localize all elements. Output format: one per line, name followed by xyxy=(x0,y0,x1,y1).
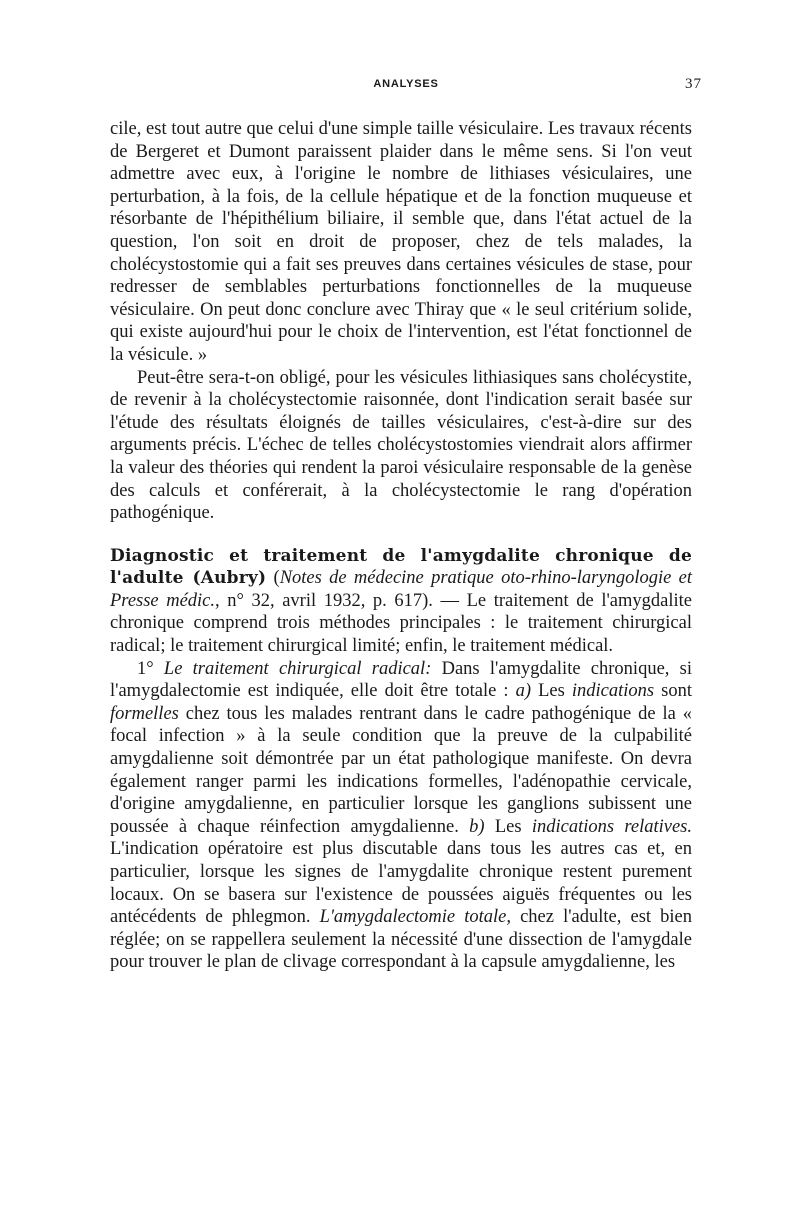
subsection-heading: Le traitement chirurgical radical: xyxy=(163,658,432,679)
article-title: Diagnostic et traitement de l'amygdalite chronique de l'adulte (Aubry) xyxy=(110,545,692,589)
text-fragment: L'indication opératoire est plus discutable dans tous les autres cas et, en particulier, lorsque les signes de l'amygdalite chronique restent purement locaux. On se basera sur l'existence de poussées aiguës fréquentes ou les antécédents de phlegmon. xyxy=(110,839,692,928)
emphasis-indications: indications xyxy=(571,681,655,702)
text-fragment: ( xyxy=(273,568,280,589)
emphasis-relatives: indications relatives. xyxy=(531,816,692,837)
emphasis-formelles: formelles xyxy=(110,703,179,724)
article-body xyxy=(110,118,692,974)
page-number: 37 xyxy=(685,76,702,92)
text-fragment: chez l'adulte, est bien réglée; on se rappellera seulement la nécessité d'une dissection de l'amygdale pour trouver le plan de clivage correspondant à la capsule amygdalienne, les xyxy=(110,907,692,973)
enum-label-b: b) xyxy=(469,816,485,837)
running-title: ANALYSES xyxy=(373,78,439,90)
paragraph-cholecystectomy: Peut-être sera-t-on obligé, pour les vésicules lithiasiques sans cholécystite, de revenir à la cholécystectomie raisonnée, dont l'indication serait basée sur l'étude des résultats éloignés de tailles vésiculaires, c'est-à-dire sur des arguments précis. L'échec de telles cholécystostomies viendrait alors affirmer la valeur des théories qui rendent la paroi vésiculaire responsable de la genèse des calculs et conférerait, à la cholécystectomie le rang d'opération pathogénique. xyxy=(110,367,692,524)
text-fragment: , n° 32, avril 1932, p. 617). — Le traitement de l'amygdalite chronique comprend trois méthodes principales : le traitement chirurgical radical; le traitement chirurgical limité; enfin, le traitement médical. xyxy=(110,590,693,657)
list-number: 1° xyxy=(137,658,164,679)
text-fragment: chez tous les malades rentrant dans le cadre pathogénique de la « focal infection » à la seule condition que la preuve de la culpabilité amygdalienne soit démontrée par un état pathologique manifeste. On devra également ranger parmi les indications formelles, l'adénopathie cervicale, d'origine amygdalienne, en particulier lorsque les ganglions subissent une poussée à chaque réinfection amygdalienne. xyxy=(110,703,692,837)
paragraph-radical-treatment xyxy=(110,658,692,974)
text-fragment: Les xyxy=(484,816,532,837)
text-fragment: Les xyxy=(531,681,572,702)
paragraph-continuation: cile, est tout autre que celui d'une simple taille vésiculaire. Les travaux récents de Bergeret et Dumont paraissent plaider dans le même sens. Si l'on veut admettre avec eux, à l'origine le nombre de lithiases vésiculaires, une perturbation, à la fois, de la cellule hépatique et de la fonction muqueuse et résorbante de l'hépithélium biliaire, il semble que, dans l'état actuel de la question, l'on soit en droit de proposer, chez de tels malades, la cholécystostomie qui a fait ses preuves dans certaines vésicules de stase, pour redresser de semblables perturbations fonctionnelles de la muqueuse vésiculaire. On peut donc conclure avec Thiray que « le seul critérium solide, qui existe aujourd'hui pour le choix de l'intervention, est l'état fonctionnel de la vésicule. » xyxy=(110,119,692,365)
source-reference: Notes de médecine pratique oto-rhino-laryngologie et Presse médic. xyxy=(110,568,692,611)
text-fragment: sont xyxy=(654,681,692,702)
emphasis-amygdalectomie: L'amygdalectomie totale, xyxy=(319,907,511,928)
paragraph-amygdalitis-intro xyxy=(110,545,692,658)
enum-label-a: a) xyxy=(515,681,531,702)
section-gap xyxy=(110,525,692,545)
text-fragment: Dans l'amygdalite chronique, si l'amygdalectomie est indiquée, elle doit être totale : xyxy=(110,658,692,702)
running-head xyxy=(110,78,702,98)
text-fragment xyxy=(266,568,273,588)
